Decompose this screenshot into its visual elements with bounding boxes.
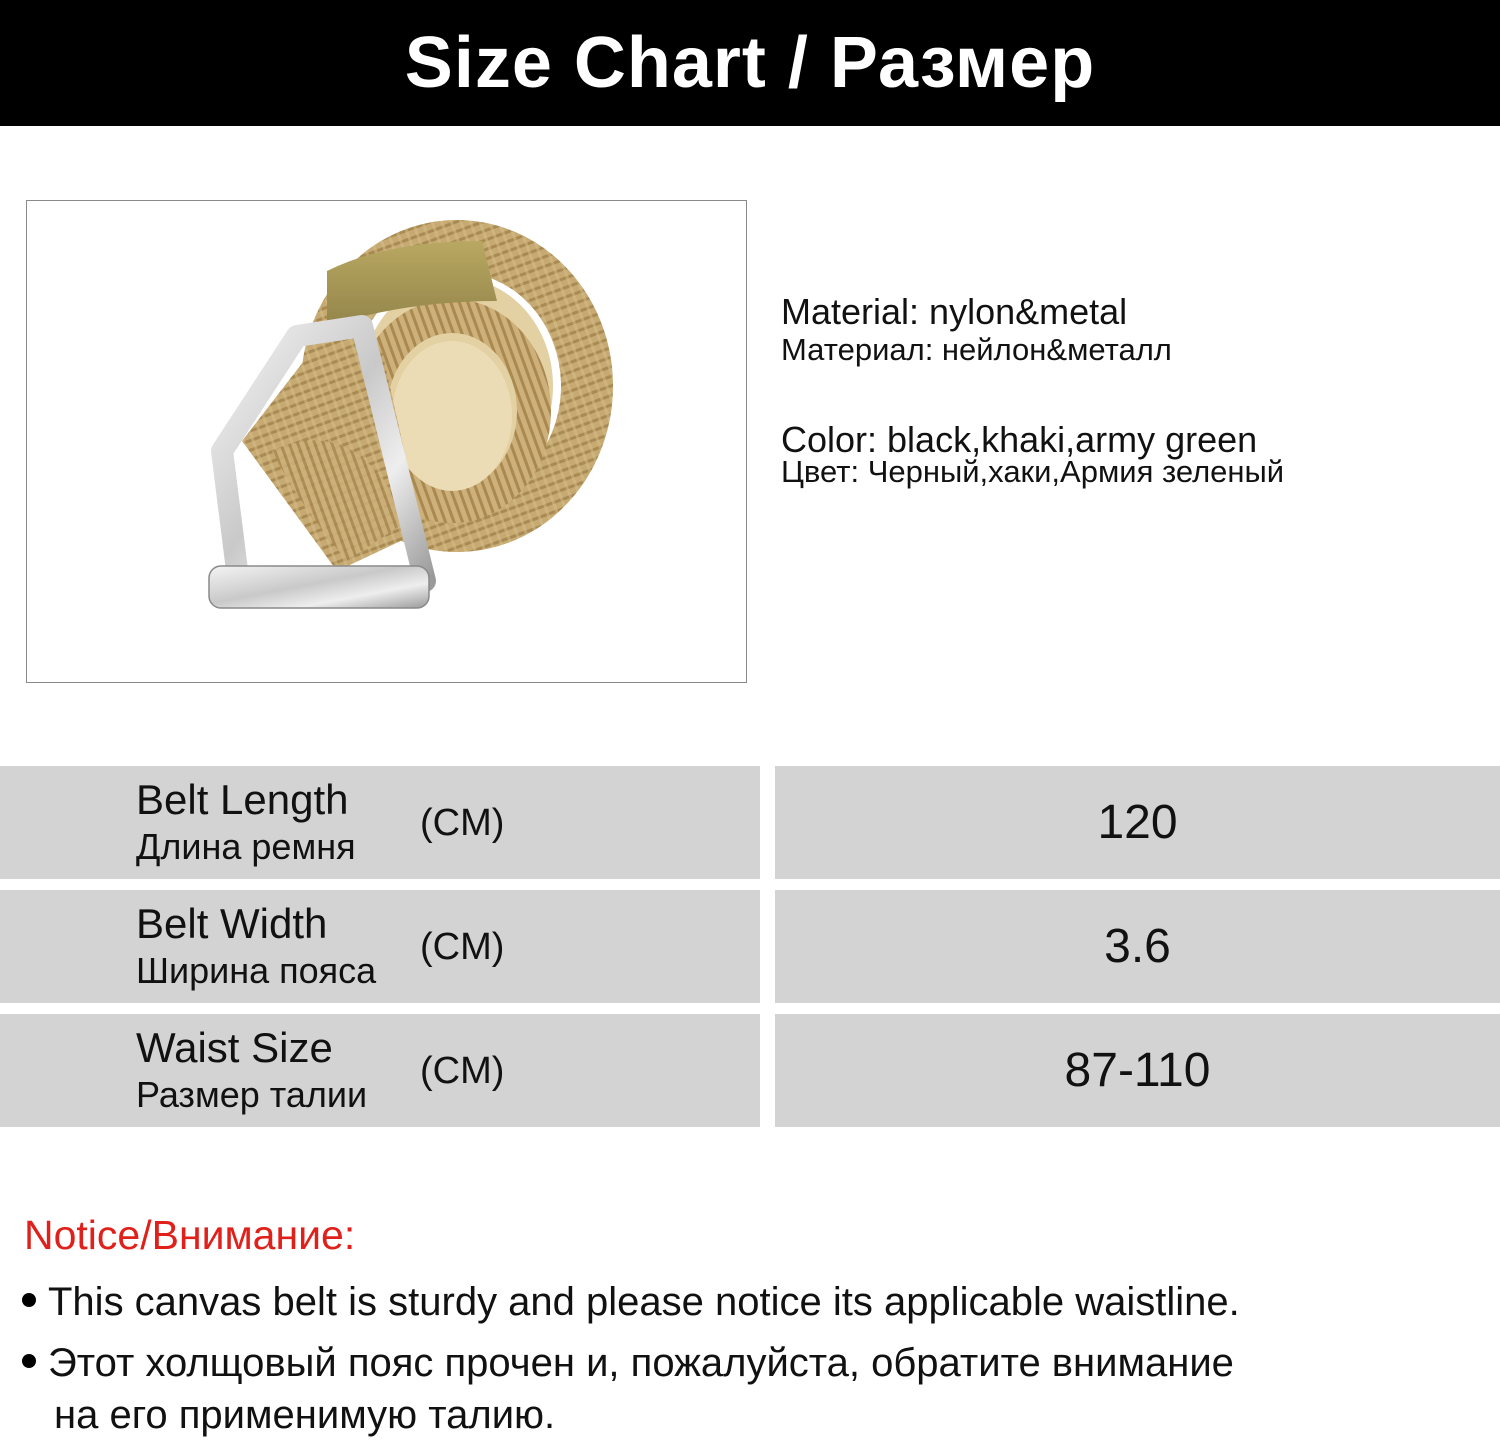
color-ru: Цвет: Черный,хаки,Армия зеленый — [781, 454, 1285, 489]
material-ru: Материал: нейлон&металл — [781, 332, 1172, 367]
header-bar — [0, 0, 1500, 126]
table-row — [0, 766, 1500, 879]
row-label-en: Belt Length — [136, 776, 349, 823]
row-unit: (CM) — [420, 926, 505, 968]
row-label-cell — [0, 1014, 760, 1127]
notice-bullet-ru — [22, 1337, 1234, 1441]
bullet-icon — [22, 1354, 36, 1368]
page-title: Size Chart / Размер — [404, 23, 1096, 103]
row-value: 3.6 — [775, 890, 1500, 1003]
product-photo — [26, 200, 747, 683]
row-unit: (CM) — [420, 1050, 505, 1092]
row-label-en: Belt Width — [136, 900, 328, 947]
belt-photo-icon — [27, 201, 748, 684]
row-label-cell — [0, 766, 760, 879]
row-label-ru: Размер талии — [136, 1074, 368, 1115]
row-unit: (CM) — [420, 802, 505, 844]
row-label-ru: Ширина пояса — [136, 950, 377, 991]
material-en: Material: nylon&metal — [781, 291, 1128, 332]
bullet-icon — [22, 1293, 36, 1307]
color-en: Color: black,khaki,army green — [781, 419, 1258, 460]
notice-bullet-en — [22, 1276, 1240, 1328]
notice-title: Notice/Внимание: — [24, 1212, 356, 1258]
notice-text-en: This canvas belt is sturdy and please notice its applicable waistline. — [48, 1280, 1240, 1324]
row-label-cell — [0, 890, 760, 1003]
table-row — [0, 890, 1500, 1003]
row-label-ru: Длина ремня — [136, 826, 356, 867]
specs-block — [781, 292, 1481, 490]
notice-text-ru-2: на его применимую талию. — [54, 1393, 556, 1437]
table-row — [0, 1014, 1500, 1127]
row-value: 87-110 — [775, 1014, 1500, 1127]
row-label-en: Waist Size — [136, 1024, 333, 1071]
row-value: 120 — [775, 766, 1500, 879]
notice-text-ru-1: Этот холщовый пояс прочен и, пожалуйста, обратите внимание — [48, 1341, 1234, 1385]
